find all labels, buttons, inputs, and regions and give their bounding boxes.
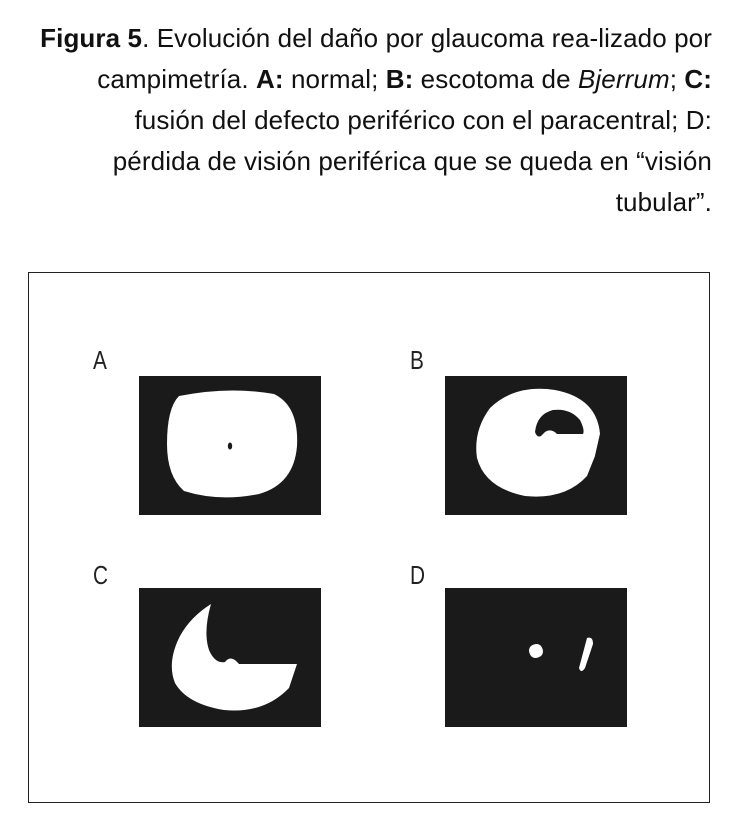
caption-b-italic: Bjerrum <box>577 64 670 94</box>
panel-b-bjerrum-field <box>445 376 627 515</box>
visual-field-area <box>167 390 297 497</box>
temporal-island <box>579 638 593 671</box>
figure-label: Figura 5 <box>40 23 143 53</box>
figure-caption <box>40 18 712 223</box>
panel-c-merged-field <box>139 588 321 727</box>
visual-field-area <box>172 604 297 711</box>
caption-b-label: B: <box>385 64 414 94</box>
caption-b-text2: ; <box>669 64 685 94</box>
caption-text-1: . Evolución del daño por glaucoma rea-lizado por campimetría. <box>97 23 712 94</box>
panel-d-tunnel-field <box>445 588 627 727</box>
caption-c-label: C: <box>684 64 712 94</box>
panel-label-d: D <box>410 560 426 590</box>
merged-defect-field-icon <box>139 588 321 727</box>
bjerrum-scotoma-field-icon <box>445 376 627 515</box>
normal-visual-field-icon <box>139 376 321 515</box>
visual-field-area <box>476 389 600 497</box>
caption-b-text: escotoma de <box>413 64 578 94</box>
nasal-step <box>595 434 627 515</box>
panel-a-normal-field <box>139 376 321 515</box>
panel-label-b: B <box>410 345 424 375</box>
tunnel-vision-field-icon <box>445 588 627 727</box>
caption-a-label: A: <box>256 64 284 94</box>
blind-spot <box>228 443 232 450</box>
panel-label-a: A <box>93 345 107 375</box>
panel-label-c: C <box>93 560 109 590</box>
central-island <box>529 644 543 658</box>
caption-a-text: normal; <box>283 64 386 94</box>
caption-c-text: fusión del defecto periférico con el paracentral; D: pérdida de visión periférica que se queda en “visión tubular”. <box>112 105 712 217</box>
